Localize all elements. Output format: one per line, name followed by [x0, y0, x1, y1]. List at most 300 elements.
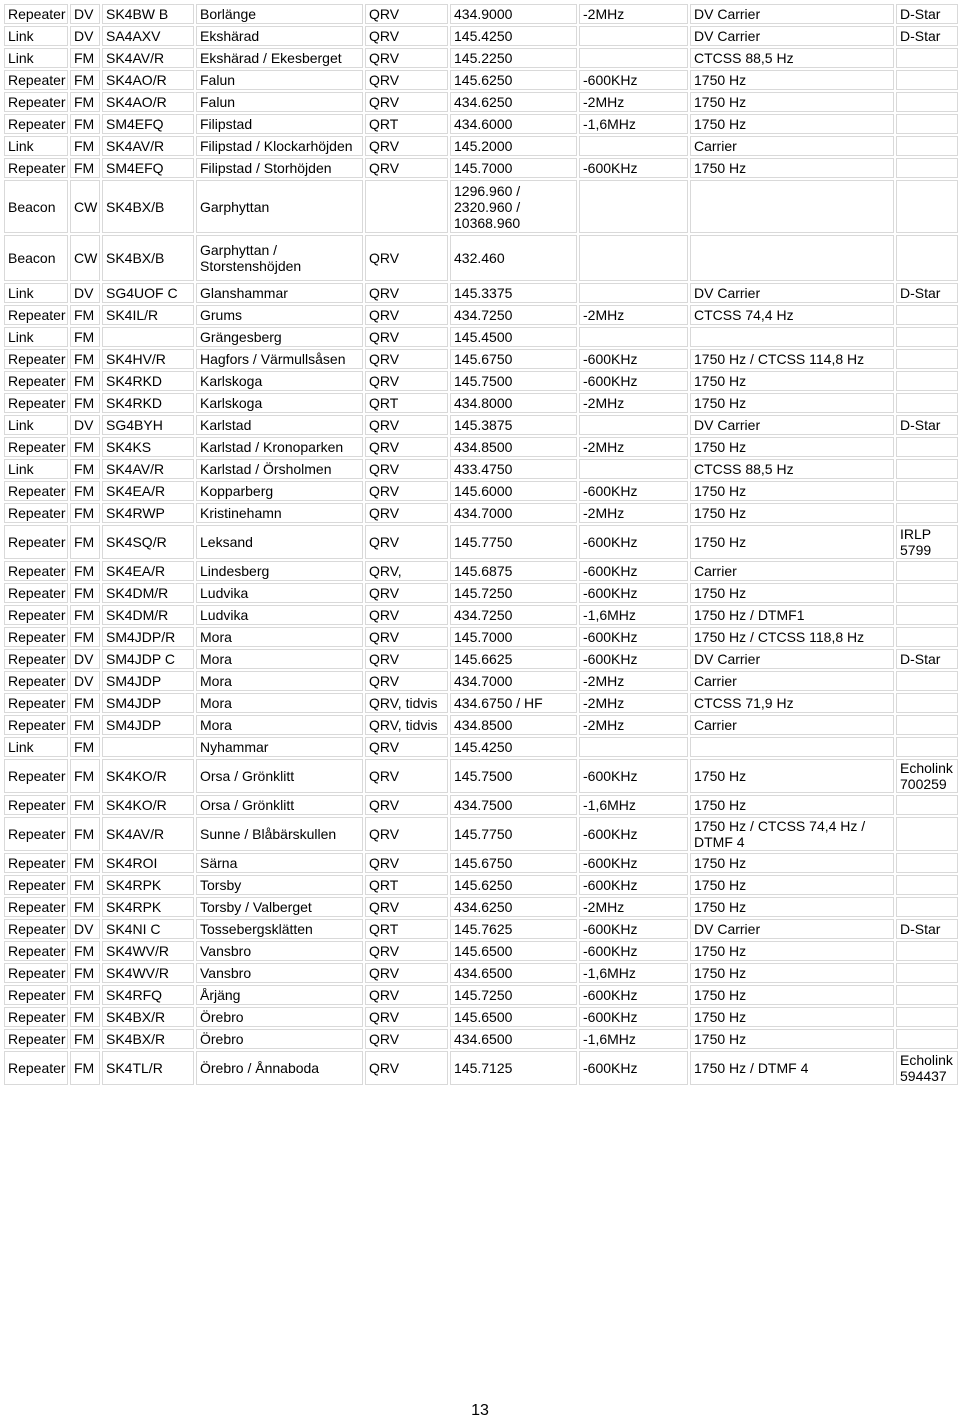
cell-callsign: SK4RPK — [102, 897, 194, 917]
cell-location: Torsby / Valberget — [196, 897, 363, 917]
cell-status: QRV — [365, 459, 448, 479]
cell-type: Repeater — [4, 897, 68, 917]
table-row — [4, 817, 958, 851]
cell-access: DV Carrier — [690, 26, 894, 46]
cell-location: Mora — [196, 649, 363, 669]
cell-location: Karlstad — [196, 415, 363, 435]
cell-callsign: SG4BYH — [102, 415, 194, 435]
cell-access: DV Carrier — [690, 283, 894, 303]
cell-frequency: 145.3375 — [450, 283, 577, 303]
cell-callsign: SK4AO/R — [102, 70, 194, 90]
cell-location: Ludvika — [196, 605, 363, 625]
cell-status: QRV — [365, 1029, 448, 1049]
cell-type: Repeater — [4, 349, 68, 369]
cell-frequency: 145.7000 — [450, 158, 577, 178]
cell-network — [896, 693, 958, 713]
table-row — [4, 327, 958, 347]
table-row — [4, 235, 958, 281]
cell-callsign — [102, 737, 194, 757]
cell-network — [896, 349, 958, 369]
cell-type: Repeater — [4, 817, 68, 851]
cell-mode: FM — [70, 158, 100, 178]
cell-frequency: 145.6750 — [450, 853, 577, 873]
cell-shift: -600KHz — [579, 349, 688, 369]
cell-callsign: SK4AO/R — [102, 92, 194, 112]
cell-access: 1750 Hz — [690, 853, 894, 873]
cell-type: Link — [4, 459, 68, 479]
repeater-table-body — [4, 4, 958, 1085]
cell-mode: FM — [70, 481, 100, 501]
cell-mode: FM — [70, 897, 100, 917]
cell-callsign: SK4DM/R — [102, 605, 194, 625]
cell-location: Kopparberg — [196, 481, 363, 501]
cell-callsign: SK4AV/R — [102, 48, 194, 68]
cell-network — [896, 70, 958, 90]
cell-access: 1750 Hz — [690, 437, 894, 457]
cell-access: Carrier — [690, 671, 894, 691]
cell-status: QRV — [365, 481, 448, 501]
cell-network — [896, 817, 958, 851]
table-row — [4, 583, 958, 603]
cell-location: Grums — [196, 305, 363, 325]
cell-shift: -2MHz — [579, 897, 688, 917]
cell-network — [896, 897, 958, 917]
cell-shift: -1,6MHz — [579, 1029, 688, 1049]
cell-network — [896, 795, 958, 815]
cell-access: 1750 Hz — [690, 393, 894, 413]
table-row — [4, 393, 958, 413]
cell-mode: FM — [70, 795, 100, 815]
cell-network: D-Star — [896, 4, 958, 24]
cell-location: Årjäng — [196, 985, 363, 1005]
cell-callsign: SK4BW B — [102, 4, 194, 24]
cell-status: QRV, tidvis — [365, 715, 448, 735]
cell-access: Carrier — [690, 561, 894, 581]
cell-mode: FM — [70, 92, 100, 112]
table-row — [4, 180, 958, 233]
cell-shift: -600KHz — [579, 371, 688, 391]
cell-mode: FM — [70, 1051, 100, 1085]
cell-type: Repeater — [4, 92, 68, 112]
cell-frequency: 434.8500 — [450, 715, 577, 735]
cell-type: Repeater — [4, 503, 68, 523]
cell-callsign: SK4DM/R — [102, 583, 194, 603]
cell-shift — [579, 283, 688, 303]
cell-type: Repeater — [4, 70, 68, 90]
cell-callsign: SM4JDP — [102, 693, 194, 713]
page-number: 13 — [471, 1402, 489, 1419]
cell-mode: DV — [70, 283, 100, 303]
cell-status: QRV — [365, 503, 448, 523]
cell-access: 1750 Hz — [690, 1007, 894, 1027]
cell-status: QRV — [365, 158, 448, 178]
cell-callsign: SK4WV/R — [102, 963, 194, 983]
cell-access: 1750 Hz — [690, 963, 894, 983]
cell-callsign: SK4SQ/R — [102, 525, 194, 559]
cell-frequency: 145.7750 — [450, 817, 577, 851]
cell-type: Link — [4, 327, 68, 347]
cell-network — [896, 114, 958, 134]
cell-shift: -2MHz — [579, 437, 688, 457]
table-row — [4, 853, 958, 873]
cell-frequency: 145.7000 — [450, 627, 577, 647]
table-row — [4, 1029, 958, 1049]
cell-frequency: 145.7125 — [450, 1051, 577, 1085]
cell-mode: FM — [70, 963, 100, 983]
cell-access: 1750 Hz — [690, 941, 894, 961]
cell-location: Tossebergsklätten — [196, 919, 363, 939]
cell-mode: DV — [70, 415, 100, 435]
cell-shift: -600KHz — [579, 1051, 688, 1085]
cell-callsign: SG4UOF C — [102, 283, 194, 303]
cell-type: Repeater — [4, 919, 68, 939]
cell-type: Beacon — [4, 180, 68, 233]
cell-shift: -2MHz — [579, 393, 688, 413]
cell-frequency: 145.6250 — [450, 70, 577, 90]
cell-shift — [579, 235, 688, 281]
cell-callsign: SK4BX/B — [102, 180, 194, 233]
cell-network — [896, 605, 958, 625]
cell-access: 1750 Hz / CTCSS 74,4 Hz / DTMF 4 — [690, 817, 894, 851]
cell-location: Falun — [196, 92, 363, 112]
cell-type: Repeater — [4, 371, 68, 391]
cell-access: Carrier — [690, 715, 894, 735]
table-row — [4, 561, 958, 581]
cell-status: QRV — [365, 371, 448, 391]
table-row — [4, 875, 958, 895]
cell-network — [896, 136, 958, 156]
cell-status: QRV, — [365, 561, 448, 581]
cell-access — [690, 327, 894, 347]
cell-shift: -1,6MHz — [579, 795, 688, 815]
cell-callsign: SK4IL/R — [102, 305, 194, 325]
cell-mode: FM — [70, 327, 100, 347]
table-row — [4, 963, 958, 983]
cell-callsign: SA4AXV — [102, 26, 194, 46]
cell-shift: -600KHz — [579, 561, 688, 581]
cell-mode: FM — [70, 759, 100, 793]
cell-status: QRV — [365, 1051, 448, 1085]
cell-location: Örebro — [196, 1029, 363, 1049]
cell-frequency: 434.7250 — [450, 305, 577, 325]
cell-type: Link — [4, 48, 68, 68]
cell-mode: DV — [70, 649, 100, 669]
cell-location: Karlstad / Örsholmen — [196, 459, 363, 479]
cell-network — [896, 481, 958, 501]
cell-mode: FM — [70, 985, 100, 1005]
cell-status: QRT — [365, 875, 448, 895]
table-row — [4, 605, 958, 625]
cell-network: D-Star — [896, 919, 958, 939]
cell-status: QRV — [365, 70, 448, 90]
cell-mode: FM — [70, 1007, 100, 1027]
cell-callsign: SK4NI C — [102, 919, 194, 939]
cell-type: Link — [4, 136, 68, 156]
cell-location: Glanshammar — [196, 283, 363, 303]
cell-frequency: 434.7500 — [450, 795, 577, 815]
cell-status: QRV — [365, 795, 448, 815]
cell-shift — [579, 415, 688, 435]
cell-location: Kristinehamn — [196, 503, 363, 523]
cell-frequency: 434.6500 — [450, 1029, 577, 1049]
cell-location: Borlänge — [196, 4, 363, 24]
cell-location: Orsa / Grönklitt — [196, 759, 363, 793]
cell-location: Vansbro — [196, 963, 363, 983]
cell-type: Repeater — [4, 605, 68, 625]
table-row — [4, 136, 958, 156]
cell-frequency: 145.4250 — [450, 26, 577, 46]
cell-access: CTCSS 88,5 Hz — [690, 459, 894, 479]
cell-network — [896, 1029, 958, 1049]
cell-status: QRV — [365, 235, 448, 281]
cell-shift: -1,6MHz — [579, 114, 688, 134]
cell-access: 1750 Hz — [690, 114, 894, 134]
cell-location: Filipstad — [196, 114, 363, 134]
cell-frequency: 1296.960 / 2320.960 / 10368.960 — [450, 180, 577, 233]
cell-shift: -2MHz — [579, 715, 688, 735]
cell-mode: FM — [70, 305, 100, 325]
cell-mode: FM — [70, 70, 100, 90]
cell-status: QRV — [365, 897, 448, 917]
cell-mode: FM — [70, 503, 100, 523]
cell-callsign — [102, 327, 194, 347]
cell-location: Mora — [196, 715, 363, 735]
cell-callsign: SK4KS — [102, 437, 194, 457]
cell-mode: FM — [70, 583, 100, 603]
cell-status: QRV — [365, 327, 448, 347]
cell-type: Repeater — [4, 525, 68, 559]
cell-status — [365, 180, 448, 233]
cell-access: DV Carrier — [690, 649, 894, 669]
cell-network — [896, 305, 958, 325]
cell-status: QRV — [365, 283, 448, 303]
table-row — [4, 415, 958, 435]
cell-location: Filipstad / Storhöjden — [196, 158, 363, 178]
cell-network — [896, 583, 958, 603]
cell-shift: -600KHz — [579, 627, 688, 647]
cell-network: D-Star — [896, 649, 958, 669]
cell-location: Mora — [196, 627, 363, 647]
cell-access: 1750 Hz — [690, 759, 894, 793]
table-row — [4, 158, 958, 178]
cell-location: Ekshärad — [196, 26, 363, 46]
cell-shift — [579, 737, 688, 757]
cell-mode: DV — [70, 919, 100, 939]
cell-mode: DV — [70, 26, 100, 46]
cell-status: QRV — [365, 671, 448, 691]
cell-callsign: SK4HV/R — [102, 349, 194, 369]
cell-mode: FM — [70, 371, 100, 391]
cell-status: QRV — [365, 985, 448, 1005]
cell-status: QRV — [365, 48, 448, 68]
cell-network — [896, 963, 958, 983]
cell-frequency: 432.460 — [450, 235, 577, 281]
cell-frequency: 145.4500 — [450, 327, 577, 347]
cell-network — [896, 985, 958, 1005]
cell-frequency: 145.6750 — [450, 349, 577, 369]
cell-status: QRT — [365, 393, 448, 413]
cell-callsign: SM4EFQ — [102, 158, 194, 178]
cell-type: Repeater — [4, 715, 68, 735]
cell-status: QRV — [365, 437, 448, 457]
cell-frequency: 434.6750 / HF — [450, 693, 577, 713]
cell-callsign: SK4RKD — [102, 371, 194, 391]
table-row — [4, 737, 958, 757]
cell-access — [690, 180, 894, 233]
cell-type: Repeater — [4, 561, 68, 581]
cell-frequency: 145.2250 — [450, 48, 577, 68]
table-row — [4, 371, 958, 391]
table-row — [4, 459, 958, 479]
cell-access: 1750 Hz — [690, 371, 894, 391]
cell-shift: -600KHz — [579, 759, 688, 793]
cell-shift — [579, 136, 688, 156]
cell-frequency: 434.8000 — [450, 393, 577, 413]
cell-callsign: SK4ROI — [102, 853, 194, 873]
cell-callsign: SK4RWP — [102, 503, 194, 523]
cell-network: D-Star — [896, 415, 958, 435]
cell-shift: -600KHz — [579, 649, 688, 669]
table-row — [4, 437, 958, 457]
cell-status: QRV — [365, 853, 448, 873]
cell-access: 1750 Hz — [690, 795, 894, 815]
cell-frequency: 145.7250 — [450, 985, 577, 1005]
cell-mode: FM — [70, 1029, 100, 1049]
cell-mode: FM — [70, 437, 100, 457]
cell-access: 1750 Hz — [690, 583, 894, 603]
cell-type: Repeater — [4, 1051, 68, 1085]
table-row — [4, 1007, 958, 1027]
cell-status: QRV — [365, 941, 448, 961]
cell-location: Sunne / Blåbärskullen — [196, 817, 363, 851]
cell-network — [896, 503, 958, 523]
cell-network: Echolink 700259 — [896, 759, 958, 793]
cell-frequency: 145.6500 — [450, 941, 577, 961]
cell-status: QRT — [365, 919, 448, 939]
cell-type: Repeater — [4, 963, 68, 983]
cell-network: D-Star — [896, 26, 958, 46]
cell-network — [896, 875, 958, 895]
cell-status: QRV — [365, 415, 448, 435]
cell-shift: -2MHz — [579, 4, 688, 24]
cell-access: DV Carrier — [690, 415, 894, 435]
cell-location: Mora — [196, 693, 363, 713]
cell-frequency: 145.7500 — [450, 759, 577, 793]
cell-shift: -2MHz — [579, 305, 688, 325]
cell-status: QRV — [365, 349, 448, 369]
cell-access — [690, 235, 894, 281]
cell-type: Repeater — [4, 985, 68, 1005]
cell-location: Lindesberg — [196, 561, 363, 581]
cell-mode: CW — [70, 235, 100, 281]
table-row — [4, 941, 958, 961]
cell-frequency: 434.7000 — [450, 671, 577, 691]
cell-access: 1750 Hz / DTMF1 — [690, 605, 894, 625]
cell-access: 1750 Hz — [690, 525, 894, 559]
cell-location: Särna — [196, 853, 363, 873]
cell-access: CTCSS 71,9 Hz — [690, 693, 894, 713]
cell-location: Hagfors / Värmullsåsen — [196, 349, 363, 369]
cell-type: Repeater — [4, 941, 68, 961]
cell-type: Repeater — [4, 1029, 68, 1049]
table-row — [4, 283, 958, 303]
cell-access: 1750 Hz — [690, 158, 894, 178]
cell-location: Mora — [196, 671, 363, 691]
cell-access: CTCSS 88,5 Hz — [690, 48, 894, 68]
cell-shift — [579, 327, 688, 347]
cell-type: Beacon — [4, 235, 68, 281]
cell-location: Grängesberg — [196, 327, 363, 347]
cell-network — [896, 853, 958, 873]
cell-access — [690, 737, 894, 757]
cell-shift: -600KHz — [579, 70, 688, 90]
cell-status: QRT — [365, 114, 448, 134]
cell-mode: CW — [70, 180, 100, 233]
cell-status: QRV — [365, 759, 448, 793]
cell-network — [896, 158, 958, 178]
cell-location: Nyhammar — [196, 737, 363, 757]
cell-access: 1750 Hz — [690, 875, 894, 895]
cell-mode: FM — [70, 114, 100, 134]
table-row — [4, 305, 958, 325]
cell-callsign: SK4AV/R — [102, 817, 194, 851]
cell-network — [896, 715, 958, 735]
cell-status: QRV — [365, 737, 448, 757]
cell-callsign: SK4KO/R — [102, 795, 194, 815]
cell-access: 1750 Hz — [690, 503, 894, 523]
cell-network — [896, 371, 958, 391]
cell-status: QRV — [365, 136, 448, 156]
cell-frequency: 434.7250 — [450, 605, 577, 625]
table-row — [4, 26, 958, 46]
cell-location: Karlskoga — [196, 371, 363, 391]
cell-callsign: SK4RFQ — [102, 985, 194, 1005]
cell-status: QRV — [365, 1007, 448, 1027]
cell-callsign: SK4KO/R — [102, 759, 194, 793]
cell-callsign: SK4WV/R — [102, 941, 194, 961]
cell-frequency: 145.7250 — [450, 583, 577, 603]
cell-callsign: SK4RPK — [102, 875, 194, 895]
cell-mode: FM — [70, 525, 100, 559]
cell-frequency: 145.6500 — [450, 1007, 577, 1027]
cell-type: Repeater — [4, 305, 68, 325]
cell-type: Repeater — [4, 627, 68, 647]
table-row — [4, 114, 958, 134]
cell-type: Repeater — [4, 583, 68, 603]
cell-callsign: SK4TL/R — [102, 1051, 194, 1085]
cell-frequency: 434.6250 — [450, 92, 577, 112]
cell-access: 1750 Hz — [690, 1029, 894, 1049]
cell-callsign: SK4AV/R — [102, 136, 194, 156]
cell-callsign: SK4BX/B — [102, 235, 194, 281]
cell-mode: FM — [70, 136, 100, 156]
cell-status: QRV — [365, 605, 448, 625]
cell-shift: -600KHz — [579, 525, 688, 559]
table-row — [4, 795, 958, 815]
cell-network — [896, 1007, 958, 1027]
cell-mode: FM — [70, 941, 100, 961]
table-row — [4, 649, 958, 669]
cell-network — [896, 437, 958, 457]
table-row — [4, 627, 958, 647]
cell-type: Link — [4, 283, 68, 303]
cell-mode: FM — [70, 737, 100, 757]
cell-access: 1750 Hz — [690, 985, 894, 1005]
cell-network — [896, 459, 958, 479]
cell-callsign: SK4BX/R — [102, 1029, 194, 1049]
cell-location: Falun — [196, 70, 363, 90]
cell-access: 1750 Hz — [690, 92, 894, 112]
